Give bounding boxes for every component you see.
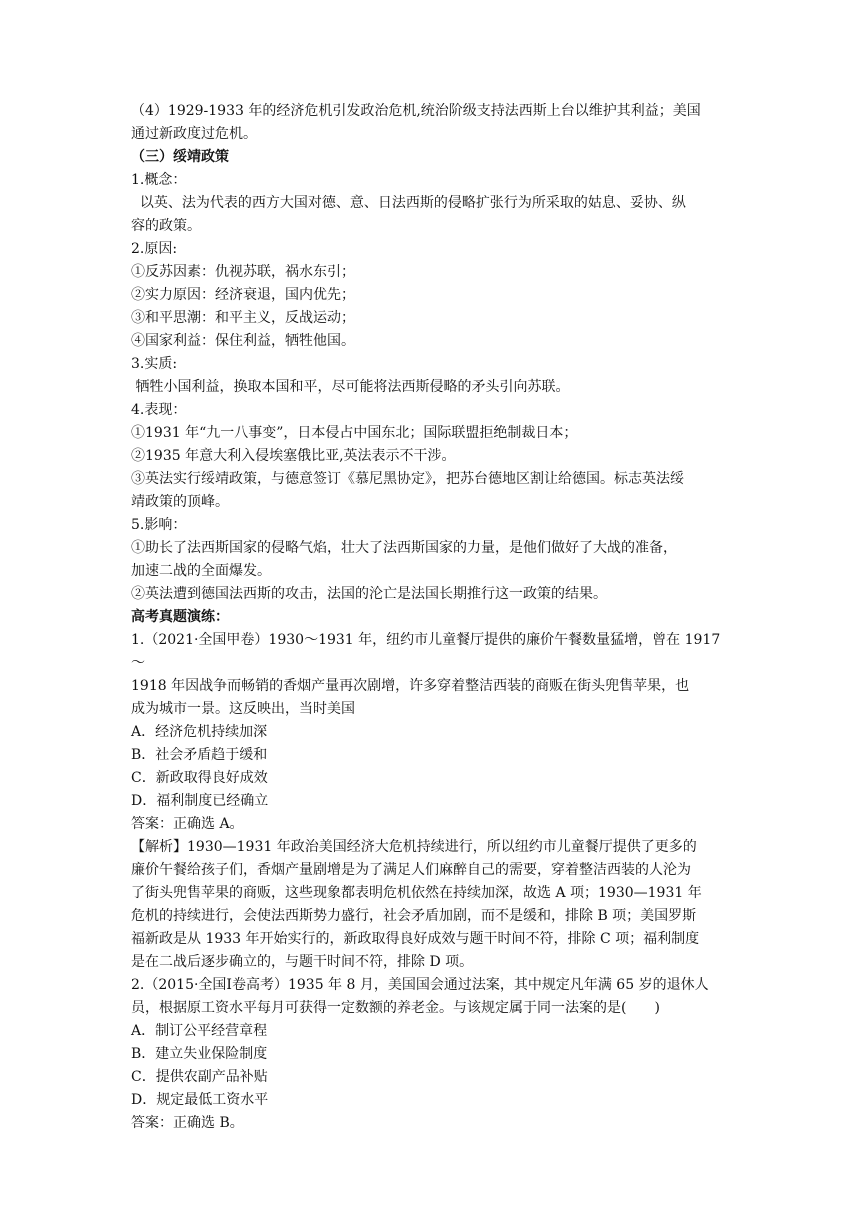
text-line: 答案：正确选 B。 [131,1115,244,1131]
document-body [131,100,731,1135]
text-line: A．经济危机持续加深 [131,724,268,740]
text-line: ①1931 年“九一八事变”，日本侵占中国东北；国际联盟拒绝制裁日本； [131,425,578,441]
text-line: 1.（2021·全国甲卷）1930～1931 年，纽约市儿童餐厅提供的廉价午餐数量猛增，曾在 1917～ [131,632,721,671]
text-line: ①助长了法西斯国家的侵略气焰，壮大了法西斯国家的力量，是他们做好了大战的准备， [131,540,677,556]
text-line: D．规定最低工资水平 [131,1092,269,1108]
text-line: ③英法实行绥靖政策，与德意签订《慕尼黑协定》，把苏台德地区割让给德国。标志英法绥 [131,471,684,487]
text-line: 4.表现： [131,402,187,418]
text-line: C．新政取得良好成效 [131,770,268,786]
text-line: ②实力原因：经济衰退，国内优先； [131,287,355,303]
text-line: 2.（2015·全国Ⅰ卷高考）1935 年 8 月，美国国会通过法案，其中规定凡年满 65 岁的退休人 [131,977,709,993]
text-line: ④国家利益：保住利益，牺牲他国。 [131,333,355,349]
text-line: 3.实质: [131,356,178,372]
text-line: ③和平思潮：和平主义，反战运动； [131,310,355,326]
text-line: 答案：正确选 A。 [131,816,244,832]
text-line: B．建立失业保险制度 [131,1046,268,1062]
text-line: 通过新政度过危机。 [131,126,257,142]
text-line: 廉价午餐给孩子们，香烟产量剧增是为了满足人们麻醉自己的需要，穿着整洁西装的人沦为 [131,862,691,878]
text-line: ①反苏因素：仇视苏联，祸水东引； [131,264,355,280]
text-line: B．社会矛盾趋于缓和 [131,747,268,763]
text-line: D．福利制度已经确立 [131,793,269,809]
text-line: ②英法遭到德国法西斯的攻击，法国的沦亡是法国长期推行这一政策的结果。 [131,586,607,602]
text-line: 员，根据原工资水平每月可获得一定数额的养老金。与该规定属于同一法案的是( ) [131,1000,660,1016]
text-line: 福新政是从 1933 年开始实行的，新政取得良好成效与题干时间不符，排除 C 项；福利制度 [131,931,700,947]
text-line: ②1935 年意大利入侵埃塞俄比亚,英法表示不干涉。 [131,448,456,464]
text-line: 靖政策的顶峰。 [131,494,229,510]
text-line: 牺牲小国利益，换取本国和平，尽可能将法西斯侵略的矛头引向苏联。 [131,379,570,395]
text-line: 危机的持续进行，会使法西斯势力盛行，社会矛盾加剧，而不是缓和，排除 B 项；美国罗斯 [131,908,697,924]
text-line: 1918 年因战争而畅销的香烟产量再次剧增，许多穿着整洁西装的商贩在街头兜售苹果，也 [131,678,690,694]
text-line: 容的政策。 [131,218,201,234]
text-line: 2.原因: [131,241,178,257]
text-line: 以英、法为代表的西方大国对德、意、日法西斯的侵略扩张行为所采取的姑息、妥协、纵 [131,195,686,211]
section-heading: （三）绥靖政策 [131,149,229,165]
text-line: 是在二战后逐步确立的，与题干时间不符，排除 D 项。 [131,954,474,970]
text-line: A．制订公平经营章程 [131,1023,268,1039]
text-line: 【解析】1930—1931 年政治美国经济大危机持续进行，所以纽约市儿童餐厅提供了更多的 [131,839,697,855]
text-line: 了街头兜售苹果的商贩，这些现象都表明危机依然在持续加深，故选 A 项；1930—1931 年 [131,885,702,901]
text-line: 1.概念： [131,172,187,188]
text-line: （4）1929-1933 年的经济危机引发政治危机,统治阶级支持法西斯上台以维护其利益；美国 [131,103,701,119]
text-line: C．提供农副产品补贴 [131,1069,268,1085]
text-line: 5.影响： [131,517,187,533]
text-line: 加速二战的全面爆发。 [131,563,271,579]
section-heading: 高考真题演练： [131,609,229,625]
text-line: 成为城市一景。这反映出，当时美国 [131,701,355,717]
